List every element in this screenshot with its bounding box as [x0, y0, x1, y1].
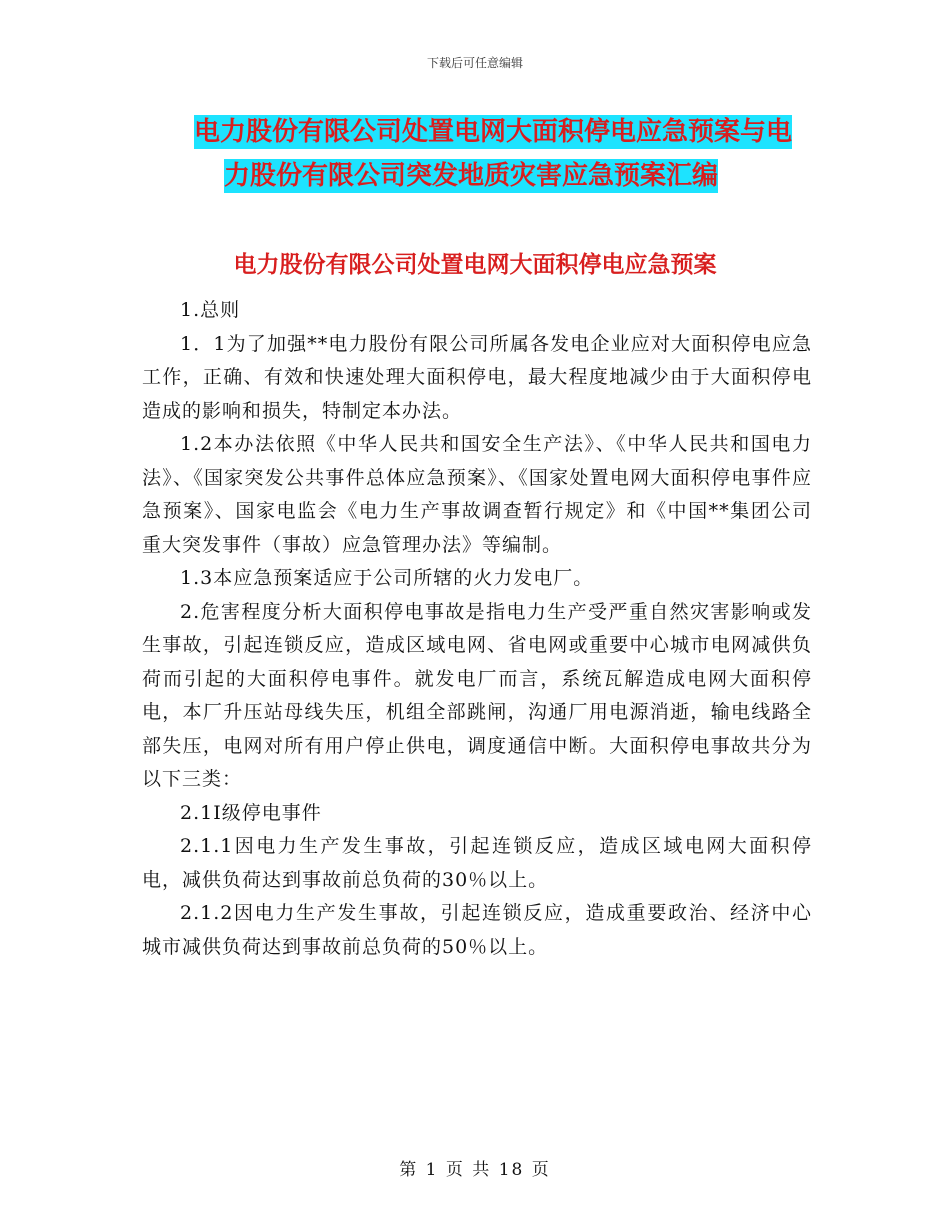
paragraph-2-1: 2.1Ⅰ级停电事件: [180, 801, 322, 824]
paragraph-1-2: 1.2本办法依照《中华人民共和国安全生产法》、《中华人民共和国电力法》、《国家突发公共事件总体应急预案》、《国家处置电网大面积停电事件应急预案》、国家电监会《电力生产事故调查暂行规定》和《中国**集团公司重大突发事件（事故）应急管理办法》等编制。: [142, 433, 812, 556]
page-number: 第 1 页 共 18 页: [399, 1160, 551, 1180]
page-header-note: 下载后可任意编辑: [426, 56, 523, 70]
paragraph-2-1-1: 2.1.1因电力生产发生事故，引起连锁反应，造成区域电网大面积停电，减供负荷达到事故前总负荷的30％以上。: [142, 835, 812, 891]
document-body: [142, 294, 812, 964]
paragraph-1-1: 1．1为了加强**电力股份有限公司所属各发电企业应对大面积停电应急工作，正确、有效和快速处理大面积停电，最大程度地减少由于大面积停电造成的影响和损失，特制定本办法。: [142, 332, 812, 422]
paragraph-1-3: 1.3本应急预案适应于公司所辖的火力发电厂。: [180, 567, 594, 589]
section-title: 电力股份有限公司处置电网大面积停电应急预案: [233, 252, 717, 278]
document-title-line-1-text: 电力股份有限公司处置电网大面积停电应急预案与电: [194, 117, 793, 147]
document-title-line-1: [140, 110, 840, 154]
paragraph-2: 2.危害程度分析大面积停电事故是指电力生产受严重自然灾害影响或发生事故，引起连锁反应，造成区域电网、省电网或重要中心城市电网减供负荷而引起的大面积停电事件。就发电厂而言，系统瓦解造成电网大面积停电，本厂升压站母线失压，机组全部跳闸，沟通厂用电源消逝，输电线路全部失压，电网对所有用户停止供电，调度通信中断。大面积停电事故共分为以下三类：: [142, 600, 812, 790]
paragraph-general: 1.总则: [180, 299, 241, 321]
document-title-line-2-text: 力股份有限公司突发地质灾害应急预案汇编: [224, 161, 719, 191]
paragraph-2-1-2: 2.1.2因电力生产发生事故，引起连锁反应，造成重要政治、经济中心城市减供负荷达到事故前总负荷的50％以上。: [142, 902, 812, 958]
document-title: [140, 110, 840, 198]
document-title-line-2: [140, 154, 840, 198]
